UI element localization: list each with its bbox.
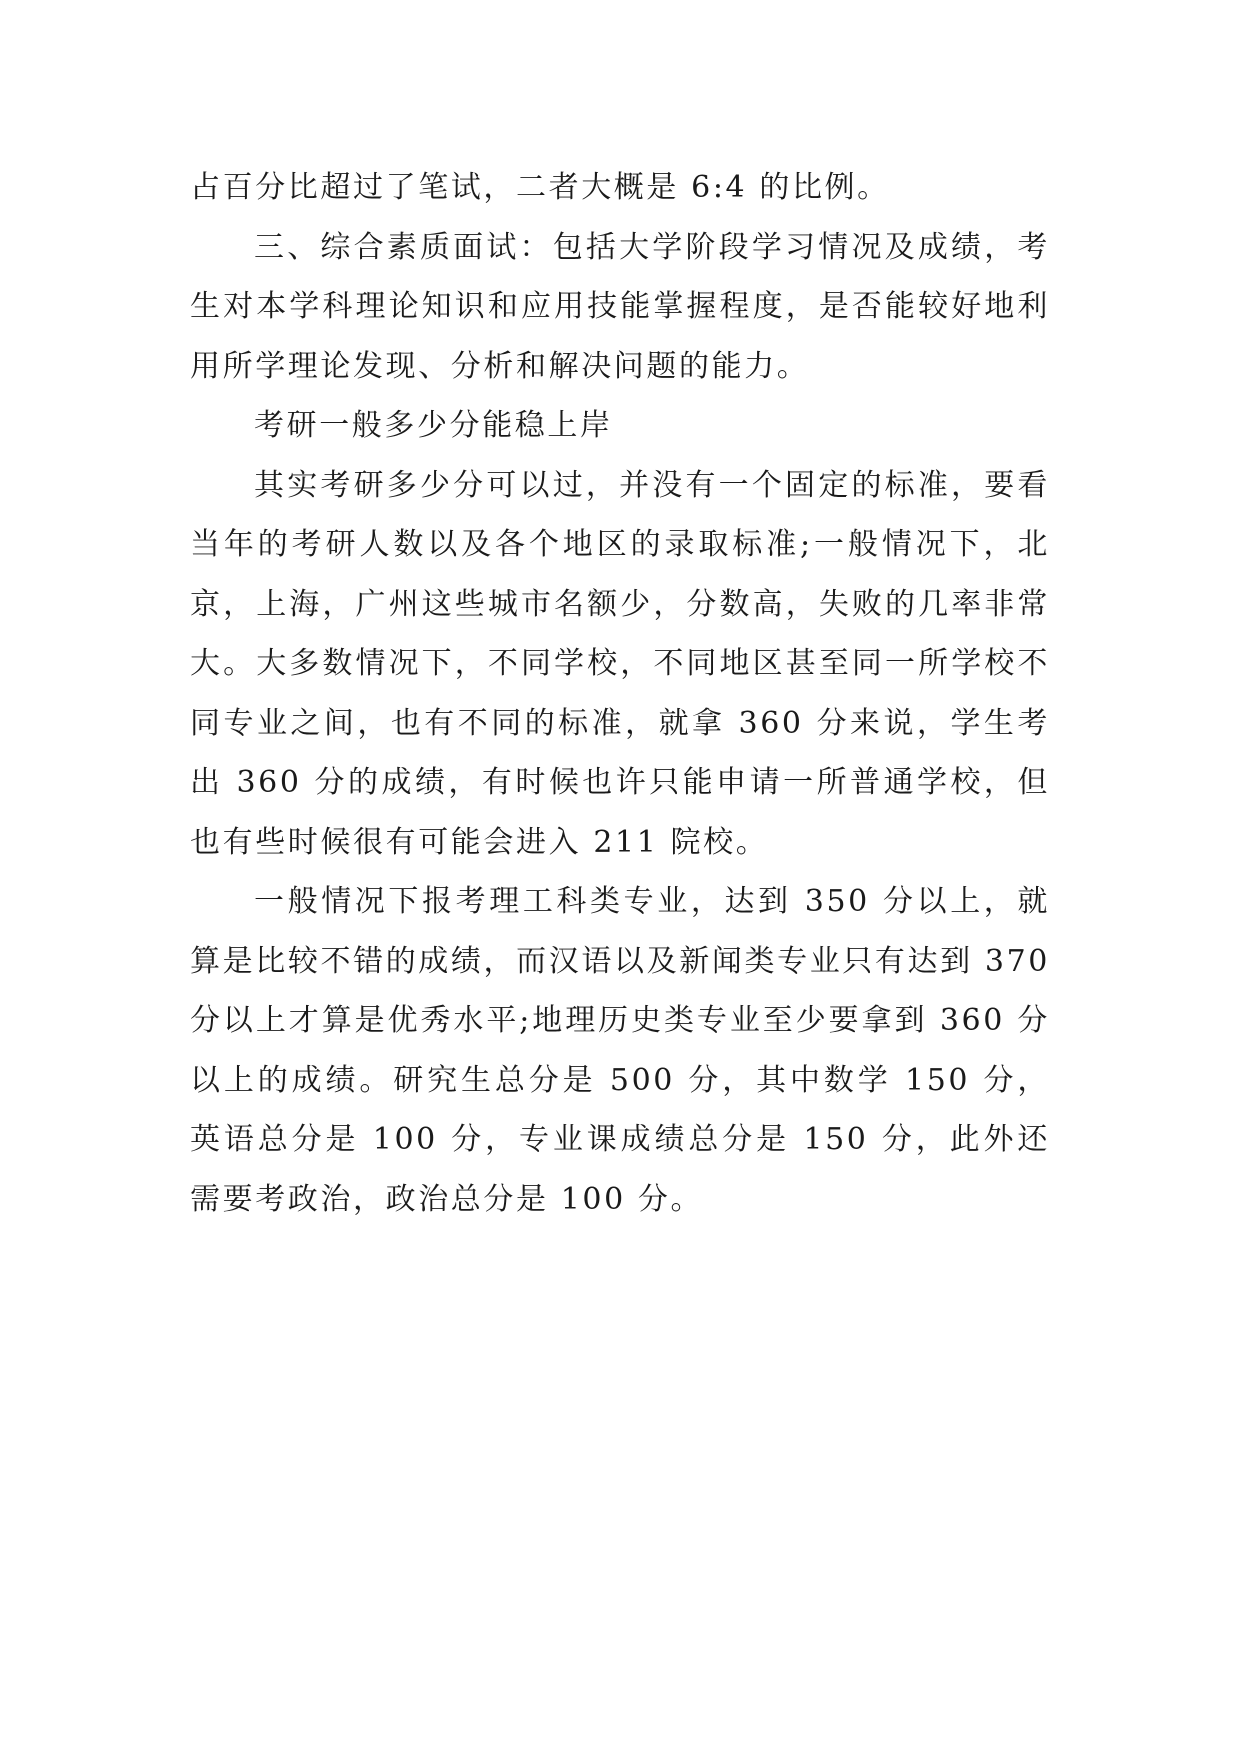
- paragraph-continuation: 占百分比超过了笔试，二者大概是 6:4 的比例。: [190, 170, 890, 205]
- section-heading: 考研一般多少分能稳上岸: [254, 408, 613, 443]
- paragraph-interview-section: 三、综合素质面试：包括大学阶段学习情况及成绩，考生对本学科理论知识和应用技能掌握程度，是否能较好地利用所学理论发现、分析和解决问题的能力。: [190, 229, 1050, 384]
- document-body: [190, 158, 1050, 1229]
- paragraph-score-by-major: 一般情况下报考理工科类专业，达到 350 分以上，就算是比较不错的成绩，而汉语以及新闻类专业只有达到 370 分以上才算是优秀水平;地理历史类专业至少要拿到 360 分以上的成绩。研究生总分是 500 分，其中数学 150 分，英语总分是 100 分，专业课成绩总分是 150 分，此外还需要考政治，政治总分是 100 分。: [190, 884, 1050, 1217]
- paragraph-score-standard: 其实考研多少分可以过，并没有一个固定的标准，要看当年的考研人数以及各个地区的录取标准;一般情况下，北京，上海，广州这些城市名额少，分数高，失败的几率非常大。大多数情况下，不同学校，不同地区甚至同一所学校不同专业之间，也有不同的标准，就拿 360 分来说，学生考出 360 分的成绩，有时候也许只能申请一所普通学校，但也有些时候很有可能会进入 211 院校。: [190, 467, 1050, 860]
